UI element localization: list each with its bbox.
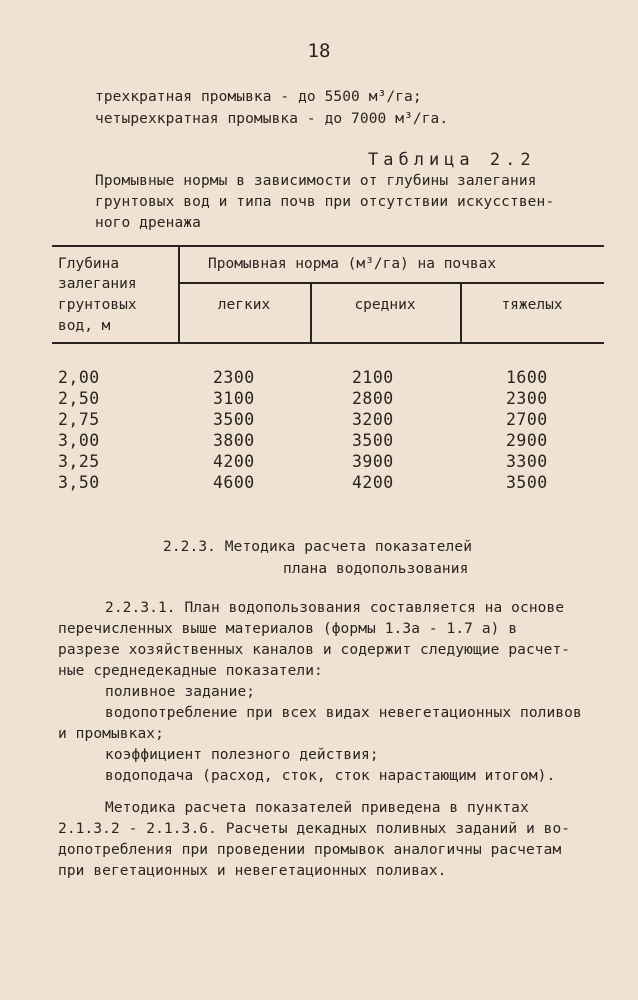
body-line: при вегетационных и невегетационных поливах.: [58, 863, 447, 879]
cell-medium: 4200: [352, 473, 394, 492]
cell-light: 4200: [213, 452, 255, 471]
body-line: перечисленных выше материалов (формы 1.3а - 1.7 а) в: [58, 621, 518, 637]
section-heading: плана водопользования: [283, 561, 469, 577]
cell-medium: 2100: [352, 368, 394, 387]
body-line: 2.2.3.1. План водопользования составляется на основе: [105, 600, 565, 616]
header-heavy: тяжелых: [501, 297, 563, 313]
cell-medium: 3900: [352, 452, 394, 471]
body-line: допотребления при проведении промывок аналогичны расчетам: [58, 842, 562, 858]
cell-light: 3800: [213, 431, 255, 450]
header-depth-line: залегания: [58, 276, 137, 292]
cell-heavy: 2300: [506, 389, 548, 408]
body-line: водопотребление при всех видах невегетационных поливов: [105, 705, 582, 721]
cell-heavy: 2900: [506, 431, 548, 450]
table-header-bottom-rule: [52, 342, 604, 344]
body-line: ные среднедекадные показатели:: [58, 663, 323, 679]
body-line: водоподача (расход, сток, сток нарастающим итогом).: [105, 768, 556, 784]
cell-heavy: 1600: [506, 368, 548, 387]
cell-light: 3500: [213, 410, 255, 429]
table-subheader-rule: [178, 282, 604, 284]
text-line: трехкратная промывка - до 5500 м³/га;: [95, 89, 422, 105]
body-line: поливное задание;: [105, 684, 256, 700]
header-medium: средних: [354, 297, 416, 313]
table-caption-line: грунтовых вод и типа почв при отсутствии искусствен-: [95, 194, 555, 210]
cell-heavy: 3300: [506, 452, 548, 471]
cell-heavy: 3500: [506, 473, 548, 492]
cell-depth: 3,25: [58, 452, 100, 471]
table-caption-line: Промывные нормы в зависимости от глубины залегания: [95, 173, 537, 189]
cell-depth: 3,50: [58, 473, 100, 492]
table-caption-line: ного дренажа: [95, 215, 201, 231]
cell-depth: 2,75: [58, 410, 100, 429]
header-depth-line: вод, м: [58, 318, 111, 334]
cell-light: 3100: [213, 389, 255, 408]
body-line: Методика расчета показателей приведена в пунктах: [105, 800, 529, 816]
body-line: разрезе хозяйственных каналов и содержит следующие расчет-: [58, 642, 571, 658]
table-top-rule: [52, 245, 604, 247]
header-light: легких: [217, 297, 271, 313]
text-line: четырехкратная промывка - до 7000 м³/га.: [95, 111, 449, 127]
cell-light: 2300: [213, 368, 255, 387]
header-depth-line: Глубина: [58, 256, 120, 272]
section-heading: 2.2.3. Методика расчета показателей: [163, 539, 473, 555]
cell-medium: 3200: [352, 410, 394, 429]
header-group: Промывная норма (м³/га) на почвах: [208, 256, 497, 272]
page-number: 18: [307, 40, 331, 62]
cell-medium: 3500: [352, 431, 394, 450]
cell-heavy: 2700: [506, 410, 548, 429]
cell-depth: 3,00: [58, 431, 100, 450]
header-depth-line: грунтовых: [58, 297, 137, 313]
cell-depth: 2,50: [58, 389, 100, 408]
table-vertical-rule: [178, 245, 180, 343]
body-line: 2.1.3.2 - 2.1.3.6. Расчеты декадных поливных заданий и во-: [58, 821, 571, 837]
body-line: коэффициент полезного действия;: [105, 747, 379, 763]
cell-light: 4600: [213, 473, 255, 492]
cell-medium: 2800: [352, 389, 394, 408]
table-label: Таблица 2.2: [368, 150, 536, 170]
cell-depth: 2,00: [58, 368, 100, 387]
body-line: и промывках;: [58, 726, 164, 742]
